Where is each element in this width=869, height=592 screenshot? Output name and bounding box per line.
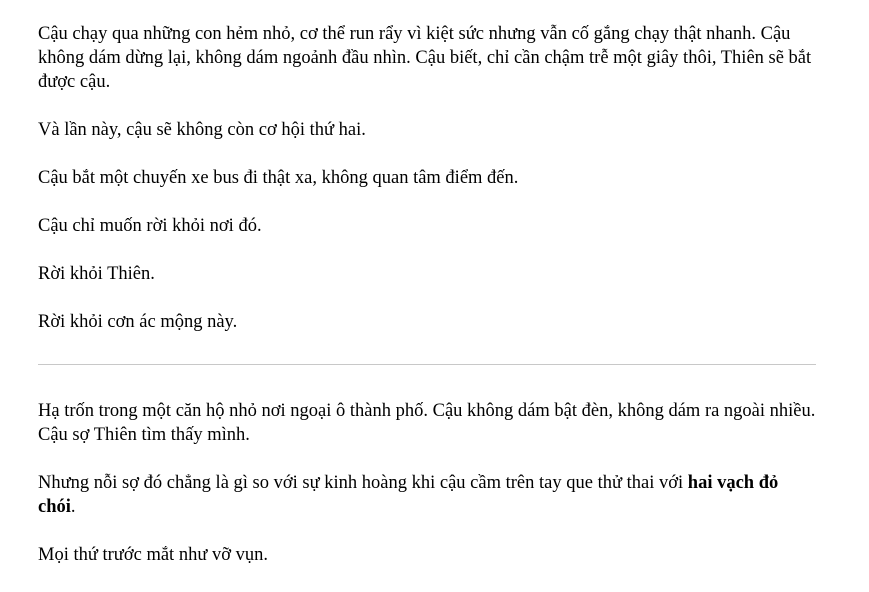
paragraph: Và lần này, cậu sẽ không còn cơ hội thứ hai. xyxy=(38,120,366,140)
paragraph: Cậu chỉ muốn rời khỏi nơi đó. xyxy=(38,216,262,236)
paragraph: Mọi thứ trước mắt như vỡ vụn. xyxy=(38,545,269,565)
paragraph: Cậu bắt một chuyến xe bus đi thật xa, không quan tâm điểm đến. xyxy=(38,168,519,188)
paragraph: Hạ trốn trong một căn hộ nhỏ nơi ngoại ô thành phố. Cậu không dám bật đèn, không dám ra ngoài nhiều. Cậu sợ Thiên tìm thấy mình. xyxy=(38,401,816,445)
bold-emphasis: hai vạch đỏ chói xyxy=(38,473,779,517)
paragraph-text: Nhưng nỗi sợ đó chẳng là gì so với sự kinh hoàng khi cậu cầm trên tay que thử thai với xyxy=(38,473,688,493)
document-body xyxy=(38,22,818,591)
section-divider xyxy=(38,364,816,365)
paragraph-end: . xyxy=(70,497,76,517)
paragraph-with-emphasis xyxy=(38,471,818,519)
paragraph: Cậu chạy qua những con hẻm nhỏ, cơ thể run rẩy vì kiệt sức nhưng vẫn cố gắng chạy thật nhanh. Cậu không dám dừng lại, không dám ngoảnh đầu nhìn. Cậu biết, chỉ cần chậm trễ một giây thôi, Thiên sẽ bắt được cậu. xyxy=(38,24,812,92)
paragraph: Rời khỏi cơn ác mộng này. xyxy=(38,312,238,332)
paragraph: Rời khỏi Thiên. xyxy=(38,264,155,284)
